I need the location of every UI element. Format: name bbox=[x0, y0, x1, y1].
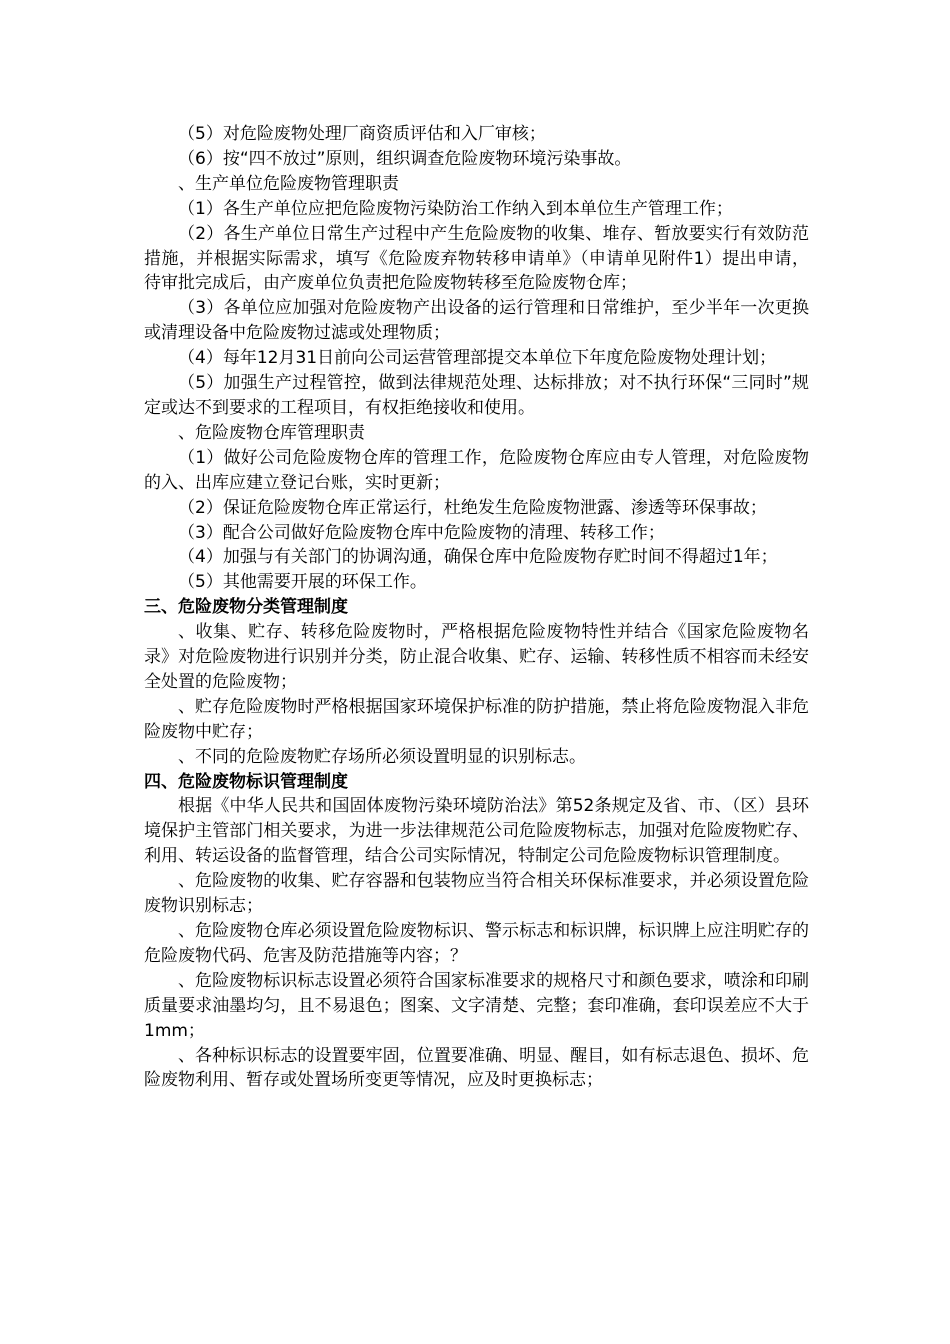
paragraph: 、危险废物标识标志设置必须符合国家标准要求的规格尺寸和颜色要求，喷涂和印刷质量要求油墨均匀，且不易退色；图案、文字清楚、完整；套印准确，套印误差应不大于1mm； bbox=[144, 970, 809, 1041]
paragraph: （5）对危险废物处理厂商资质评估和入厂审核； bbox=[178, 124, 546, 144]
paragraph: （1）各生产单位应把危险废物污染防治工作纳入到本单位生产管理工作； bbox=[178, 198, 733, 219]
paragraph: 、危险废物的收集、贮存容器和包装物应当符合相关环保标准要求，并必须设置危险废物识别标志； bbox=[144, 871, 809, 917]
paragraph: （2）保证危险废物仓库正常运行，杜绝发生危险废物泄露、渗透等环保事故； bbox=[178, 497, 767, 518]
paragraph: 、收集、贮存、转移危险废物时，严格根据危险废物特性并结合《国家危险废物名录》对危险废物进行识别并分类，防止混合收集、贮存、运输、转移性质不相容而未经安全处置的危险废物； bbox=[144, 622, 809, 692]
paragraph: 、各种标识标志的设置要牢固，位置要准确、明显、醒目，如有标志退色、损坏、危险废物利用、暂存或处置场所变更等情况，应及时更换标志； bbox=[144, 1045, 809, 1091]
paragraph: 、不同的危险废物贮存场所必须设置明显的识别标志。 bbox=[178, 746, 586, 767]
paragraph: 、危险废物仓库必须设置危险废物标识、警示标志和标识牌，标识牌上应注明贮存的危险废物代码、危害及防范措施等内容；？ bbox=[144, 921, 809, 966]
paragraph: （3）配合公司做好危险废物仓库中危险废物的清理、转移工作； bbox=[178, 522, 665, 543]
paragraph: （5）其他需要开展的环保工作。 bbox=[178, 572, 427, 593]
section-heading: 三、危险废物分类管理制度 bbox=[144, 597, 348, 618]
paragraph: 、贮存危险废物时严格根据国家环境保护标准的防护措施，禁止将危险废物混入非危险废物中贮存； bbox=[144, 696, 809, 742]
paragraph: 根据《中华人民共和国固体废物污染环境防治法》第52条规定及省、市、（区）县环境保护主管部门相关要求，为进一步法律规范公司危险废物标志，加强对危险废物贮存、利用、转运设备的监督管理，结合公司实际情况，特制定公司危险废物标识管理制度。 bbox=[144, 796, 809, 867]
document-page bbox=[144, 122, 809, 1093]
paragraph: （4）加强与有关部门的协调沟通，确保仓库中危险废物存贮时间不得超过1年； bbox=[178, 547, 778, 568]
paragraph: （5）加强生产过程管控，做到法律规范处理、达标排放；对不执行环保“三同时”规定或达不到要求的工程项目，有权拒绝接收和使用。 bbox=[144, 373, 809, 418]
paragraph: （3）各单位应加强对危险废物产出设备的运行管理和日常维护，至少半年一次更换或清理设备中危险废物过滤或处理物质； bbox=[144, 298, 809, 344]
paragraph: 、危险废物仓库管理职责 bbox=[178, 422, 365, 443]
paragraph: （1）做好公司危险废物仓库的管理工作，危险废物仓库应由专人管理，对危险废物的入、出库应建立登记台账，实时更新； bbox=[144, 447, 809, 493]
paragraph: 、生产单位危险废物管理职责 bbox=[178, 173, 399, 194]
paragraph: （4）每年12月31日前向公司运营管理部提交本单位下年度危险废物处理计划； bbox=[178, 348, 777, 369]
section-heading: 四、危险废物标识管理制度 bbox=[144, 771, 348, 792]
paragraph: （2）各生产单位日常生产过程中产生危险废物的收集、堆存、暂放要实行有效防范措施，并根据实际需求，填写《危险废弃物转移申请单》（申请单见附件1）提出申请，待审批完成后，由产废单位负责把危险废物转移至危险废物仓库； bbox=[144, 223, 809, 294]
paragraph: （6）按“四不放过”原则，组织调查危险废物环境污染事故。 bbox=[178, 148, 632, 169]
